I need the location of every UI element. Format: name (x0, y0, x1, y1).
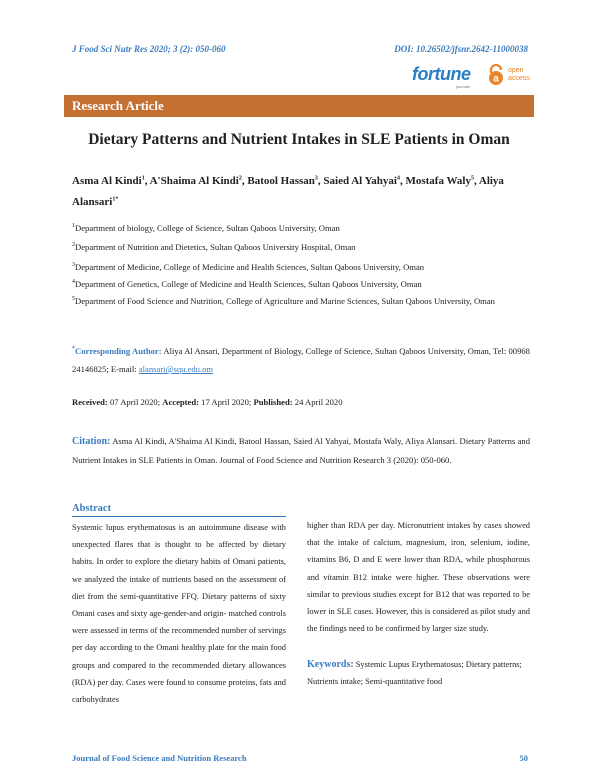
author-affiliation-mark: 2 (238, 175, 242, 182)
article-type: Research Article (72, 98, 164, 113)
author-affiliation-mark: 1 (141, 175, 145, 182)
author-affiliation-mark: 3 (314, 175, 318, 182)
author-affiliation-mark: 5 (470, 175, 474, 182)
abstract-heading: Abstract (72, 503, 112, 514)
svg-text:a: a (493, 73, 499, 85)
author-name: Asma Al Kindi (72, 175, 142, 187)
affiliation-item: $^3$Department of Medicine, College of Medicine and Health Sciences, Sultan Qaboos University, Oman (72, 262, 425, 272)
article-title: Dietary Patterns and Nutrient Intakes in SLE Patients in Oman (88, 131, 510, 148)
abstract-left-column: Systemic lupus erythematosus is an autoimmune disease with unexpected flares that is thought to be affected by dietary habits. In order to explore the dietary habits of Omani patients, we analyzed the intake of nutrients based on the assessment of diet from the semi-quantitative FFQ. Dietary patterns of sixty Omani cases and sixty age-gender-and origin- matched controls were assessed in terms of the recommended number of servings per day according to the Omani healthy plate for the main food groups and compared to the recommended dietary allowances (RDA) per day. Cases were found to consume proteins, fats and carbohydrates (72, 523, 286, 705)
author-affiliation-mark: 1* (112, 196, 119, 203)
affiliation-item: $^1$Department of biology, College of Science, Sultan Qaboos University, Oman (72, 223, 340, 233)
author-name: A'Shaima Al Kindi (149, 175, 239, 187)
email-link[interactable]: alansari@squ.edu.om (138, 364, 214, 374)
article-dates: Received: 07 April 2020; Accepted: 17 April 2020; Published: 24 April 2020 (72, 397, 343, 407)
footer-journal: Journal of Food Science and Nutrition Research (72, 753, 247, 763)
affiliation-item: $^2$Department of Nutrition and Dietetics, Sultan Qaboos University Hospital, Oman (72, 242, 356, 252)
logo-brand: fortune (412, 64, 471, 84)
open-access-label: open access (508, 67, 530, 82)
running-header-doi: DOI: 10.26502/jfsnr.2642-11000038 (394, 44, 528, 54)
publisher-logo (412, 62, 530, 92)
author-name: Mostafa Waly (405, 175, 471, 187)
affiliation-item: $^4$Department of Genetics, College of Medicine and Health Sciences, Sultan Qaboos University, Oman (72, 279, 422, 289)
article-type-banner (64, 95, 534, 117)
author-list: Asma Al Kindi$^1$, A'Shaima Al Kindi$^2$, Batool Hassan$^3$, Saied Al Yahyai$^4$, Mostafa Waly$^5$, Aliya Alansari$^{1*}$ (72, 175, 504, 208)
citation-block: Citation: Asma Al Kindi, A'Shaima Al Kindi, Batool Hassan, Saied Al Yahyai, Mostafa Waly, Aliya Alansari. Dietary Patterns and Nutrient Intakes in SLE Patients in Oman. Journal of Food Science and Nutrition Research 3 (2020): 050-060. (72, 436, 530, 465)
affiliation-item: $^5$Department of Food Science and Nutrition, College of Agriculture and Marine Sciences, Sultan Qaboos University, Oman (72, 296, 495, 306)
open-access-lock-icon (486, 64, 506, 86)
author-affiliation-mark: 4 (396, 175, 400, 182)
abstract-right-column: higher than RDA per day. Micronutrient intakes by cases showed that the intake of calcium, magnesium, iron, selenium, iodine, vitamins B6, D and E were lower than RDA, while phosphorous and vitamin B12 intake were higher. These observations were similar to previous studies except for B12 that was reported to be lower in SLE cases. However, this is considered as pilot study and the findings need to be confirmed by larger size study. (307, 521, 530, 634)
page-number: 50 (519, 753, 528, 763)
logo-subtitle: journals (456, 84, 471, 89)
author-name: Saied Al Yahyai (323, 175, 397, 187)
running-header-citation: J Food Sci Nutr Res 2020; 3 (2): 050-060 (72, 44, 226, 54)
author-name: Batool Hassan (247, 175, 315, 187)
corresponding-author: *Corresponding Author: Aliya Al Ansari, Department of Biology, College of Science, Sultan Qaboos University, Oman, Tel: 00968 24146825; E-mail: alansari@squ.edu.om (72, 346, 530, 374)
keywords: Keywords: Systemic Lupus Erythematosus; Dietary patterns; Nutrients intake; Semi-quantitative food (307, 659, 522, 686)
abstract-rule (72, 516, 286, 517)
author-name: Aliya Alansari (72, 175, 504, 208)
